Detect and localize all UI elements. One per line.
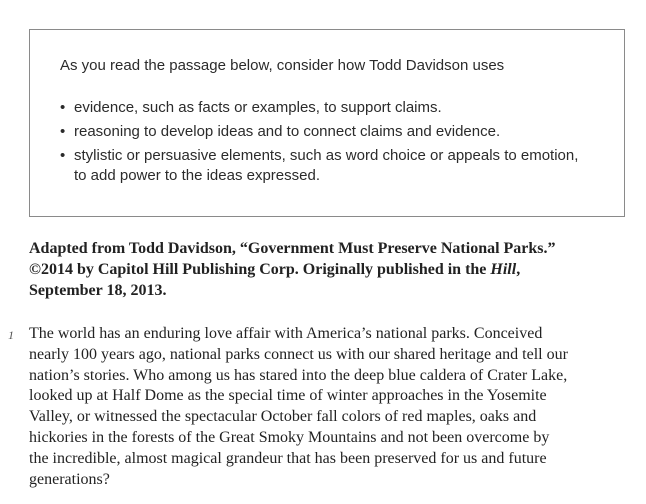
prompt-item-stylistic (60, 146, 610, 186)
prompt-intro: As you read the passage below, consider how Todd Davidson uses (60, 57, 505, 74)
bullet-icon: • (60, 147, 66, 164)
citation-line: Adapted from Todd Davidson, “Government Must Preserve National Parks.” (29, 240, 556, 257)
passage-line: The world has an enduring love affair with America’s national parks. Conceived (29, 325, 543, 342)
passage-line: looked up at Half Dome as the special time of winter approaches in the Yosemite (29, 387, 547, 405)
prompt-item-text: to add power to the ideas expressed. (74, 167, 320, 184)
passage-line: generations? (29, 470, 110, 488)
prompt-list (60, 98, 610, 190)
bullet-icon: • (60, 123, 66, 140)
passage-line: hickories in the forests of the Great Smoky Mountains and not been overcome by (29, 428, 550, 446)
passage-line: the incredible, almost magical grandeur that has been preserved for us and future (29, 449, 547, 467)
citation-line: September 18, 2013. (29, 282, 167, 299)
citation-text: ©2014 by Capitol Hill Publishing Corp. Originally published in the (29, 261, 491, 278)
citation-line (29, 259, 629, 280)
citation-text: , (516, 261, 521, 278)
passage-paragraph (29, 324, 629, 490)
passage-line: nearly 100 years ago, national parks connect us with our shared heritage and tell our (29, 345, 568, 363)
passage-line: Valley, or witnessed the spectacular October fall colors of red maples, oaks and (29, 408, 537, 426)
source-citation (29, 238, 629, 301)
prompt-item-reasoning (60, 122, 610, 142)
bullet-icon: • (60, 99, 66, 116)
paragraph-number: 1 (8, 328, 14, 342)
prompt-item-evidence (60, 98, 610, 118)
prompt-item-text: evidence, such as facts or examples, to support claims. (74, 99, 442, 116)
reading-prompt-box (29, 29, 625, 217)
prompt-item-text: stylistic or persuasive elements, such as word choice or appeals to emotion, (74, 147, 579, 164)
publication-title: Hill (490, 261, 517, 278)
prompt-item-text: reasoning to develop ideas and to connect claims and evidence. (74, 123, 501, 140)
passage-line: nation’s stories. Who among us has stared into the deep blue caldera of Crater Lake, (29, 366, 568, 384)
